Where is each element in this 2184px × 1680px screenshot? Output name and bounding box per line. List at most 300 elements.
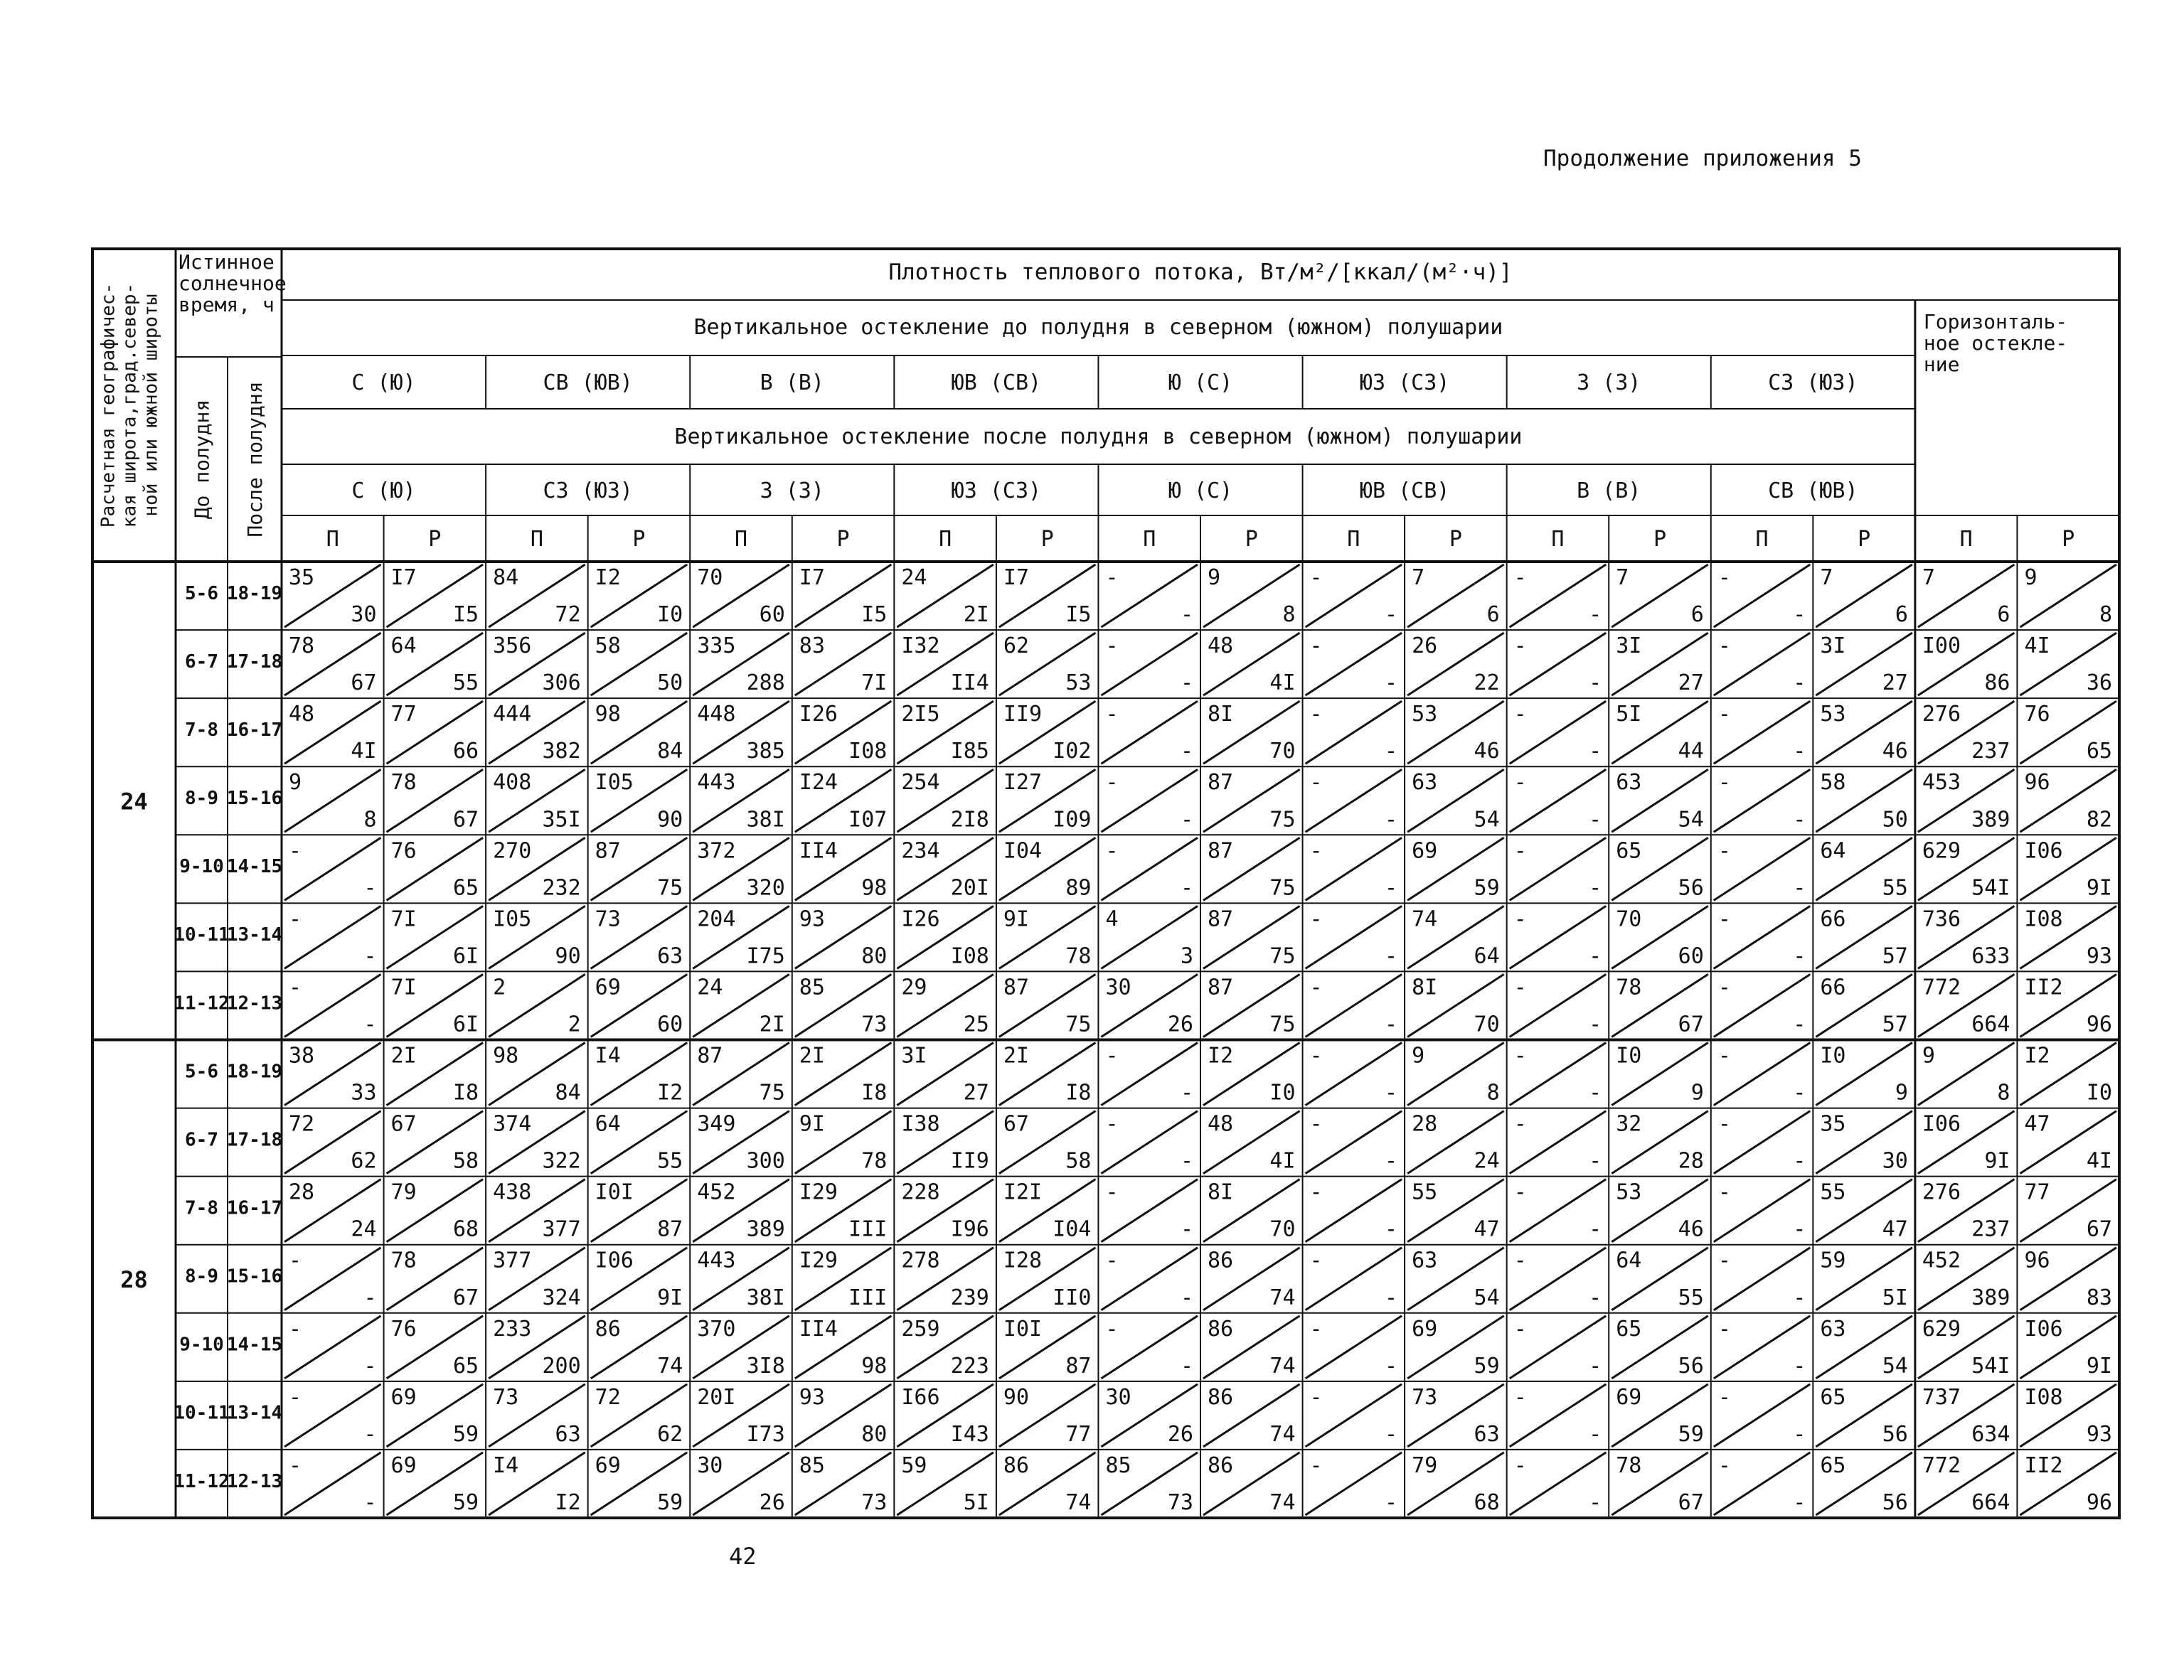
value-w: 55 <box>1412 1179 1438 1205</box>
value-kcal: I85 <box>950 739 989 764</box>
sub-p-label: П <box>734 527 748 552</box>
value-w: 90 <box>1003 1384 1030 1410</box>
value-w: 9 <box>1208 565 1221 590</box>
value-kcal: 58 <box>452 1148 479 1174</box>
orient-before-label: ЮВ (СВ) <box>951 370 1042 395</box>
orient-after-label: С (Ю) <box>351 478 416 503</box>
value-kcal: 74 <box>1269 1285 1296 1310</box>
orient-after-label: ЮЗ (СЗ) <box>951 478 1042 503</box>
value-w: 66 <box>1820 975 1846 1000</box>
value-w: - <box>1309 1384 1323 1410</box>
value-w: 64 <box>1820 838 1846 864</box>
value-w: 78 <box>289 633 315 659</box>
after-noon-label: После полудня <box>243 381 267 537</box>
value-kcal: 26 <box>759 1490 785 1515</box>
value-w: 87 <box>595 838 621 864</box>
value-kcal: - <box>1589 1353 1602 1379</box>
value-w: - <box>1105 1179 1119 1205</box>
sub-r-label: Р <box>428 527 442 552</box>
value-kcal: - <box>1793 739 1806 764</box>
value-kcal: 89 <box>1065 875 1092 901</box>
value-kcal: - <box>1793 875 1806 901</box>
value-kcal: 5I <box>963 1490 989 1515</box>
value-kcal: 382 <box>542 739 581 764</box>
value-kcal: 63 <box>657 943 683 969</box>
latitude-header: Расчетная географичес-кая широта,град.север-ной или южной широты <box>97 282 162 528</box>
value-kcal: 74 <box>657 1353 683 1379</box>
page-header: Продолжение приложения 5 <box>1543 146 1862 171</box>
value-w: - <box>1309 1043 1323 1069</box>
value-kcal: I04 <box>1053 1216 1092 1242</box>
time-after: 18-19 <box>226 1061 283 1083</box>
value-w: 259 <box>901 1316 940 1342</box>
value-kcal: 3I8 <box>746 1353 785 1379</box>
value-kcal: - <box>1793 943 1806 969</box>
value-kcal: 322 <box>542 1148 581 1174</box>
value-w: 55 <box>1820 1179 1846 1205</box>
value-w: - <box>1309 1248 1323 1273</box>
value-kcal: 4I <box>1269 1148 1296 1174</box>
sub-r-label: Р <box>1040 527 1054 552</box>
value-kcal: - <box>1385 1353 1398 1379</box>
value-w: I04 <box>1003 838 1043 864</box>
value-w: 69 <box>1412 838 1438 864</box>
value-w: 278 <box>901 1248 940 1273</box>
value-kcal: II0 <box>1053 1285 1092 1310</box>
value-kcal: - <box>1589 943 1602 969</box>
sub-p-label: П <box>1755 527 1769 552</box>
value-kcal: 46 <box>1882 739 1908 764</box>
value-kcal: 59 <box>452 1421 479 1447</box>
value-kcal: 67 <box>1678 1490 1704 1515</box>
value-w: - <box>1513 1316 1527 1342</box>
value-kcal: 75 <box>657 875 683 901</box>
value-w: - <box>1309 1452 1323 1478</box>
value-w: 86 <box>1208 1316 1234 1342</box>
value-w: 98 <box>493 1043 519 1069</box>
value-w: 86 <box>595 1316 621 1342</box>
value-w: 79 <box>1412 1452 1438 1478</box>
value-w: I0I <box>595 1179 634 1205</box>
time-header: Истинное солнечное время, ч <box>179 250 287 316</box>
value-w: 67 <box>1003 1111 1030 1137</box>
value-kcal: I73 <box>746 1421 785 1447</box>
value-w: - <box>1717 1384 1731 1410</box>
value-kcal: 24 <box>351 1216 377 1242</box>
value-kcal: 98 <box>861 875 888 901</box>
value-w: I08 <box>2024 1384 2063 1410</box>
orient-after-label: В (В) <box>1577 478 1641 503</box>
value-w: 8I <box>1208 1179 1234 1205</box>
value-kcal: 60 <box>1678 943 1704 969</box>
value-w: - <box>1105 702 1119 727</box>
value-w: 70 <box>1616 906 1642 932</box>
time-after: 14-15 <box>226 1334 283 1356</box>
value-w: 234 <box>901 838 940 864</box>
value-kcal: I2 <box>657 1080 683 1106</box>
time-after: 17-18 <box>226 651 283 673</box>
value-kcal: 87 <box>657 1216 683 1242</box>
value-kcal: 237 <box>1971 739 2010 764</box>
value-w: 63 <box>1616 770 1642 796</box>
value-kcal: 54 <box>1474 807 1500 833</box>
value-w: 24 <box>901 565 927 590</box>
time-before: 8-9 <box>185 788 218 810</box>
value-w: 349 <box>697 1111 736 1137</box>
value-kcal: - <box>1385 1285 1398 1310</box>
value-w: 3I <box>1820 633 1846 659</box>
value-kcal: 54I <box>1971 875 2010 901</box>
value-kcal: - <box>1589 1148 1602 1174</box>
value-w: 86 <box>1208 1248 1234 1273</box>
value-w: - <box>1309 1179 1323 1205</box>
value-kcal: 56 <box>1678 1353 1704 1379</box>
value-w: 7I <box>390 975 417 1000</box>
value-w: - <box>1717 565 1731 590</box>
value-kcal: 389 <box>1971 1285 2010 1310</box>
value-kcal: 4I <box>1269 670 1296 696</box>
value-w: 4 <box>1105 906 1119 932</box>
value-w: - <box>1309 565 1323 590</box>
sub-r-label: Р <box>1449 527 1462 552</box>
value-kcal: - <box>1589 807 1602 833</box>
value-w: 452 <box>697 1179 736 1205</box>
value-w: 276 <box>1922 1179 1961 1205</box>
value-w: 8I <box>1412 975 1438 1000</box>
time-before: 6-7 <box>185 1129 218 1151</box>
value-kcal: - <box>1180 807 1193 833</box>
value-w: I7 <box>390 565 417 590</box>
value-w: 93 <box>799 906 825 932</box>
value-w: 64 <box>390 633 417 659</box>
value-kcal: 83 <box>2086 1285 2112 1310</box>
value-w: 233 <box>493 1316 532 1342</box>
value-kcal: 67 <box>452 807 479 833</box>
value-kcal: 98 <box>861 1353 888 1379</box>
value-kcal: 54 <box>1882 1353 1908 1379</box>
time-before: 7-8 <box>185 1197 218 1219</box>
value-w: - <box>1717 633 1731 659</box>
value-kcal: - <box>1180 875 1193 901</box>
time-after: 14-15 <box>226 856 283 878</box>
time-after: 12-13 <box>226 1470 283 1492</box>
value-w: 77 <box>2024 1179 2050 1205</box>
value-w: 96 <box>2024 770 2050 796</box>
value-w: I32 <box>901 633 940 659</box>
value-kcal: 2I8 <box>950 807 989 833</box>
value-kcal: 223 <box>950 1353 989 1379</box>
value-kcal: 66 <box>452 739 479 764</box>
value-kcal: 36 <box>2086 670 2112 696</box>
value-kcal: 70 <box>1269 739 1296 764</box>
value-kcal: 96 <box>2086 1490 2112 1515</box>
value-w: 2I <box>799 1043 825 1069</box>
value-kcal: 22 <box>1474 670 1500 696</box>
value-kcal: - <box>1385 875 1398 901</box>
value-w: I2 <box>1208 1043 1234 1069</box>
value-kcal: 80 <box>861 943 888 969</box>
value-w: I0 <box>1616 1043 1642 1069</box>
value-w: 5I <box>1616 702 1642 727</box>
value-kcal: 9I <box>2086 875 2112 901</box>
value-kcal: - <box>1180 670 1193 696</box>
time-after: 16-17 <box>226 1197 283 1219</box>
value-kcal: 6 <box>1690 602 1704 628</box>
value-kcal: 320 <box>746 875 785 901</box>
value-w: 2 <box>493 975 506 1000</box>
time-before: 9-10 <box>179 1334 224 1356</box>
value-kcal: 38I <box>746 807 785 833</box>
value-kcal: 59 <box>1474 875 1500 901</box>
value-kcal: 80 <box>861 1421 888 1447</box>
value-kcal: 27 <box>1882 670 1908 696</box>
value-w: 7 <box>1412 565 1425 590</box>
value-w: - <box>1105 1248 1119 1273</box>
sub-p-label: П <box>530 527 543 552</box>
value-kcal: III <box>848 1216 888 1242</box>
value-w: 85 <box>1105 1452 1131 1478</box>
value-kcal: 56 <box>1882 1490 1908 1515</box>
value-kcal: 58 <box>1065 1148 1092 1174</box>
value-kcal: 96 <box>2086 1012 2112 1037</box>
value-w: 73 <box>1412 1384 1438 1410</box>
value-w: I38 <box>901 1111 940 1137</box>
value-w: 64 <box>595 1111 621 1137</box>
value-kcal: 75 <box>1269 807 1296 833</box>
value-kcal: - <box>1385 807 1398 833</box>
value-kcal: 239 <box>950 1285 989 1310</box>
value-kcal: - <box>1180 602 1193 628</box>
value-kcal: - <box>363 1012 377 1037</box>
value-kcal: 56 <box>1882 1421 1908 1447</box>
value-kcal: 300 <box>746 1148 785 1174</box>
value-w: 69 <box>1616 1384 1642 1410</box>
value-w: 30 <box>1105 975 1131 1000</box>
value-kcal: 86 <box>1984 670 2010 696</box>
value-kcal: 20I <box>950 875 989 901</box>
value-kcal: - <box>1385 1216 1398 1242</box>
value-kcal: 6I <box>452 1012 479 1037</box>
sub-r-label: Р <box>632 527 646 552</box>
value-kcal: 6 <box>1997 602 2010 628</box>
value-w: 35 <box>289 565 315 590</box>
value-kcal: 389 <box>746 1216 785 1242</box>
value-kcal: 62 <box>351 1148 377 1174</box>
value-w: 374 <box>493 1111 532 1137</box>
value-w: I26 <box>901 906 940 932</box>
value-w: 335 <box>697 633 736 659</box>
value-w: - <box>1309 1316 1323 1342</box>
value-w: 204 <box>697 906 736 932</box>
time-after: 13-14 <box>226 924 283 946</box>
value-w: - <box>1513 975 1527 1000</box>
value-w: 73 <box>595 906 621 932</box>
value-kcal: 35I <box>542 807 581 833</box>
value-w: I08 <box>2024 906 2063 932</box>
value-w: 87 <box>1208 906 1234 932</box>
value-kcal: 232 <box>542 875 581 901</box>
value-kcal: 8 <box>1486 1080 1500 1106</box>
value-w: 59 <box>901 1452 927 1478</box>
value-kcal: - <box>363 1353 377 1379</box>
orient-after-label: СВ (ЮВ) <box>1768 478 1858 503</box>
value-w: 7 <box>1922 565 1935 590</box>
value-w: 2I <box>1003 1043 1030 1069</box>
value-w: 53 <box>1820 702 1846 727</box>
value-kcal: 28 <box>1678 1148 1704 1174</box>
value-kcal: - <box>1793 1490 1806 1515</box>
value-kcal: - <box>1385 1012 1398 1037</box>
value-w: - <box>1105 838 1119 864</box>
value-kcal: 59 <box>452 1490 479 1515</box>
value-kcal: 60 <box>759 602 785 628</box>
value-w: I2 <box>595 565 621 590</box>
value-kcal: 7I <box>861 670 888 696</box>
time-after: 15-16 <box>226 788 283 810</box>
value-w: 356 <box>493 633 532 659</box>
value-kcal: 74 <box>1269 1353 1296 1379</box>
value-kcal: 664 <box>1971 1012 2010 1037</box>
orient-before-label: В (В) <box>760 370 824 395</box>
value-w: 772 <box>1922 975 1961 1000</box>
value-w: 59 <box>1820 1248 1846 1273</box>
value-kcal: 77 <box>1065 1421 1092 1447</box>
value-w: I06 <box>595 1248 634 1273</box>
value-kcal: 67 <box>452 1285 479 1310</box>
value-w: 736 <box>1922 906 1961 932</box>
value-kcal: 6I <box>452 943 479 969</box>
value-kcal: 25 <box>963 1012 989 1037</box>
value-kcal: 8 <box>363 807 377 833</box>
value-w: 48 <box>289 702 315 727</box>
time-before: 11-12 <box>174 1470 230 1492</box>
value-w: 65 <box>1820 1384 1846 1410</box>
value-w: 8I <box>1208 702 1234 727</box>
latitude-value: 24 <box>120 788 148 815</box>
value-w: 408 <box>493 770 532 796</box>
orient-after-label: СЗ (ЮЗ) <box>543 478 633 503</box>
value-w: 3I <box>901 1043 927 1069</box>
value-kcal: 3 <box>1180 943 1193 969</box>
value-kcal: - <box>1589 1080 1602 1106</box>
time-before: 10-11 <box>174 1402 230 1424</box>
value-w: 29 <box>901 975 927 1000</box>
value-w: 38 <box>289 1043 315 1069</box>
value-kcal: I8 <box>861 1080 888 1106</box>
value-kcal: - <box>1589 602 1602 628</box>
value-w: 3I <box>1616 633 1642 659</box>
value-w: 87 <box>1208 975 1234 1000</box>
value-kcal: 306 <box>542 670 581 696</box>
value-w: - <box>1717 1316 1731 1342</box>
value-w: - <box>1513 838 1527 864</box>
before-noon-label: До полудня <box>190 399 214 520</box>
value-kcal: 27 <box>963 1080 989 1106</box>
time-before: 6-7 <box>185 651 218 673</box>
value-w: - <box>1105 1316 1119 1342</box>
value-kcal: - <box>1793 1148 1806 1174</box>
value-kcal: - <box>1793 1012 1806 1037</box>
time-before: 5-6 <box>185 582 218 604</box>
value-kcal: - <box>1793 807 1806 833</box>
value-kcal: 634 <box>1971 1421 2010 1447</box>
value-kcal: - <box>1180 1216 1193 1242</box>
orient-before-label: С (Ю) <box>351 370 416 395</box>
value-kcal: 30 <box>351 602 377 628</box>
time-before: 5-6 <box>185 1061 218 1083</box>
value-kcal: 73 <box>861 1490 888 1515</box>
value-w: 84 <box>493 565 519 590</box>
value-w: - <box>1717 975 1731 1000</box>
value-kcal: - <box>1385 1148 1398 1174</box>
value-w: I05 <box>493 906 532 932</box>
value-w: 78 <box>1616 975 1642 1000</box>
value-w: II4 <box>799 838 838 864</box>
value-w: - <box>1717 770 1731 796</box>
value-w: 772 <box>1922 1452 1961 1478</box>
value-kcal: I8 <box>452 1080 479 1106</box>
value-w: - <box>289 975 302 1000</box>
value-kcal: 72 <box>555 602 581 628</box>
value-w: 76 <box>390 1316 417 1342</box>
time-before: 10-11 <box>174 924 230 946</box>
value-w: I06 <box>2024 838 2063 864</box>
value-w: 443 <box>697 770 736 796</box>
value-kcal: - <box>1180 1285 1193 1310</box>
value-w: 63 <box>1412 1248 1438 1273</box>
value-w: - <box>1717 906 1731 932</box>
value-kcal: - <box>1793 1285 1806 1310</box>
value-w: 70 <box>697 565 723 590</box>
value-kcal: 93 <box>2086 1421 2112 1447</box>
value-kcal: 54I <box>1971 1353 2010 1379</box>
value-w: - <box>1309 906 1323 932</box>
value-w: II4 <box>799 1316 838 1342</box>
value-w: I7 <box>1003 565 1030 590</box>
value-w: 72 <box>289 1111 315 1137</box>
value-kcal: 288 <box>746 670 785 696</box>
value-w: 53 <box>1412 702 1438 727</box>
value-w: 20I <box>697 1384 736 1410</box>
time-after: 18-19 <box>226 582 283 604</box>
value-w: - <box>1717 1452 1731 1478</box>
orient-before-label: ЮЗ (СЗ) <box>1359 370 1450 395</box>
value-w: - <box>1105 565 1119 590</box>
value-kcal: I09 <box>1053 807 1092 833</box>
value-w: II2 <box>2024 975 2063 1000</box>
value-w: - <box>1309 702 1323 727</box>
value-kcal: 62 <box>657 1421 683 1447</box>
value-w: I24 <box>799 770 838 796</box>
value-w: 87 <box>1003 975 1030 1000</box>
value-kcal: - <box>1385 670 1398 696</box>
orient-after-label: ЮВ (СВ) <box>1359 478 1450 503</box>
value-w: 377 <box>493 1248 532 1273</box>
value-kcal: 75 <box>1269 943 1296 969</box>
sub-r-label: Р <box>1245 527 1258 552</box>
value-kcal: 82 <box>2086 807 2112 833</box>
value-w: I05 <box>595 770 634 796</box>
value-kcal: 2I <box>963 602 989 628</box>
value-kcal: 68 <box>452 1216 479 1242</box>
value-w: 737 <box>1922 1384 1961 1410</box>
time-before: 11-12 <box>174 993 230 1015</box>
value-kcal: I43 <box>950 1421 989 1447</box>
orient-after-label: Ю (С) <box>1168 478 1233 503</box>
value-w: 28 <box>289 1179 315 1205</box>
value-w: 69 <box>595 975 621 1000</box>
value-w: 69 <box>595 1452 621 1478</box>
